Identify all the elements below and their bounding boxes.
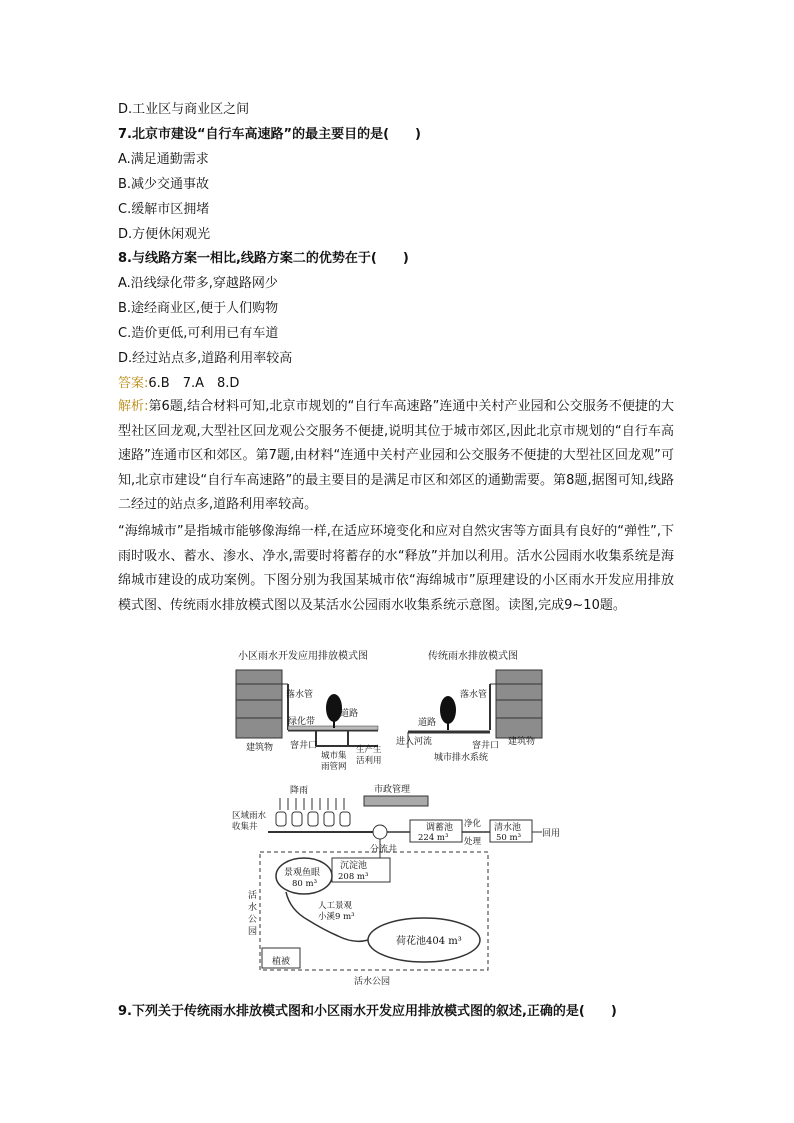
park-label-vegetation: 植被 (272, 957, 291, 967)
right-label-well: 窨井口 (472, 741, 500, 751)
q6-option-d: D.工业区与商业区之间 (118, 102, 250, 117)
municipal-bar (364, 796, 428, 806)
explanation-text: 第6题,结合材料可知,北京市规划的“自行车高速路”连通中关村产业园和公交服务不便捷的大型社区回龙观,大型社区回龙观公交服务不便捷,说明其位于城市郊区,因此北京市规划的“自行车高速路”连通市区和郊区。第7题,由材料“连通中关村产业园和公交服务不便捷的大型社区回龙观”可知,北京市建设“自行车高速路”的最主要目的是满足市区和郊区的通勤需要。第8题,据图可知,线路二经过的站点多,道路利用率较高。 (118, 399, 674, 512)
right-diagram-title: 传统雨水排放模式图 (428, 651, 518, 662)
explanation (118, 395, 674, 518)
left-diagram (236, 649, 382, 772)
left-label-reuse-2: 活利用 (356, 756, 382, 766)
right-label-road: 道路 (418, 718, 437, 728)
q8-option-a: A.沿线绿化带多,穿越路网少 (118, 276, 278, 291)
park-label-rain: 降雨 (290, 786, 309, 796)
q7-option-c: C.缓解市区拥堵 (118, 202, 210, 217)
answer-text: 6.B 7.A 8.D (148, 376, 240, 391)
park-label-clean-vol: 50 m³ (496, 833, 521, 843)
right-label-into-river: 进入河流 (396, 737, 433, 747)
park-label-lotus: 荷花池404 m³ (396, 936, 462, 947)
q7-stem: 7.北京市建设“自行车高速路”的最主要目的是( ) (118, 127, 421, 142)
park-label-reuse: 回用 (542, 829, 561, 839)
park-label-municipal: 市政管理 (374, 785, 411, 795)
q7-option-a: A.满足通勤需求 (118, 152, 209, 167)
right-building (496, 670, 542, 738)
intro-paragraph: “海绵城市”是指城市能够像海绵一样,在适应环境变化和应对自然灾害等方面具有良好的“弹性”,下雨时吸水、蓄水、渗水、净水,需要时将蓄存的水“释放”并加以利用。活水公园雨水收集系统是海绵城市建设的成功案例。下图分别为我国某城市依“海绵城市”原理建设的小区雨水开发应用排放模式图、传统雨水排放模式图以及某活水公园雨水收集系统示意图。读图,完成9~10题。 (118, 524, 674, 613)
park-label-collect-well-1: 区域雨水 (232, 811, 267, 821)
park-label-stream-2: 小溪9 m³ (318, 912, 355, 922)
answer-line (118, 375, 239, 393)
park-label-purify-1: 净化 (464, 819, 482, 829)
right-label-drain: 城市排水系统 (434, 753, 489, 763)
park-label-purify-2: 处理 (464, 837, 482, 847)
park-label-sed-vol: 208 m³ (338, 872, 369, 882)
q8-option-c: C.造价更低,可利用已有车道 (118, 326, 279, 341)
q9-stem: 9.下列关于传统雨水排放模式图和小区雨水开发应用排放模式图的叙述,正确的是( ) (118, 1004, 617, 1019)
q8-option-d: D.经过站点多,道路利用率较高 (118, 351, 293, 366)
park-label-caption: 活水公园 (354, 977, 391, 987)
left-label-road: 道路 (340, 709, 359, 719)
park-label-tank: 调蓄池 (426, 823, 454, 833)
split-well (373, 825, 387, 839)
park-label-split-well: 分流井 (370, 845, 398, 855)
right-diagram (396, 649, 542, 763)
park-label-stream-1: 人工景观 (318, 901, 353, 911)
collect-wells (276, 812, 350, 826)
left-label-well: 窨井口 (290, 741, 318, 751)
left-label-building: 建筑物 (246, 743, 274, 753)
figure-park (228, 780, 563, 995)
park-label-collect-well-2: 收集井 (232, 822, 258, 832)
left-label-pipe-net-2: 雨管网 (321, 762, 347, 772)
explanation-label: 解析: (118, 399, 149, 414)
left-label-pipe-net-1: 城市集 (321, 751, 347, 761)
right-tree (440, 696, 456, 724)
park-label-clean-pool: 清水池 (494, 823, 522, 833)
left-label-greenbelt: 绿化带 (288, 717, 316, 727)
park-label-tank-vol: 224 m³ (418, 833, 449, 843)
left-diagram-title: 小区雨水开发应用排放模式图 (238, 651, 368, 662)
park-label-fish-eye: 景观鱼眼 (284, 868, 321, 878)
park-label-side-4: 园 (248, 927, 258, 937)
right-label-building: 建筑物 (508, 737, 536, 747)
park-label-fish-vol: 80 m³ (292, 879, 317, 889)
answer-label: 答案: (118, 376, 149, 391)
left-label-downpipe: 落水管 (286, 690, 314, 700)
left-label-reuse-1: 生产生 (356, 745, 382, 755)
left-building (236, 670, 282, 738)
park-label-side-2: 水 (248, 903, 258, 913)
q7-option-b: B.减少交通事故 (118, 177, 210, 192)
q7-option-d: D.方便休闲观光 (118, 227, 211, 242)
park-label-sed-pool: 沉淀池 (340, 861, 368, 871)
park-label-side-1: 活 (248, 891, 258, 901)
q8-option-b: B.途经商业区,便于人们购物 (118, 301, 279, 316)
park-label-side-3: 公 (248, 915, 258, 925)
figure-top (228, 648, 558, 776)
right-label-downpipe: 落水管 (460, 690, 488, 700)
rain-arrows (280, 798, 344, 810)
q8-stem: 8.与线路方案一相比,线路方案二的优势在于( ) (118, 251, 409, 266)
